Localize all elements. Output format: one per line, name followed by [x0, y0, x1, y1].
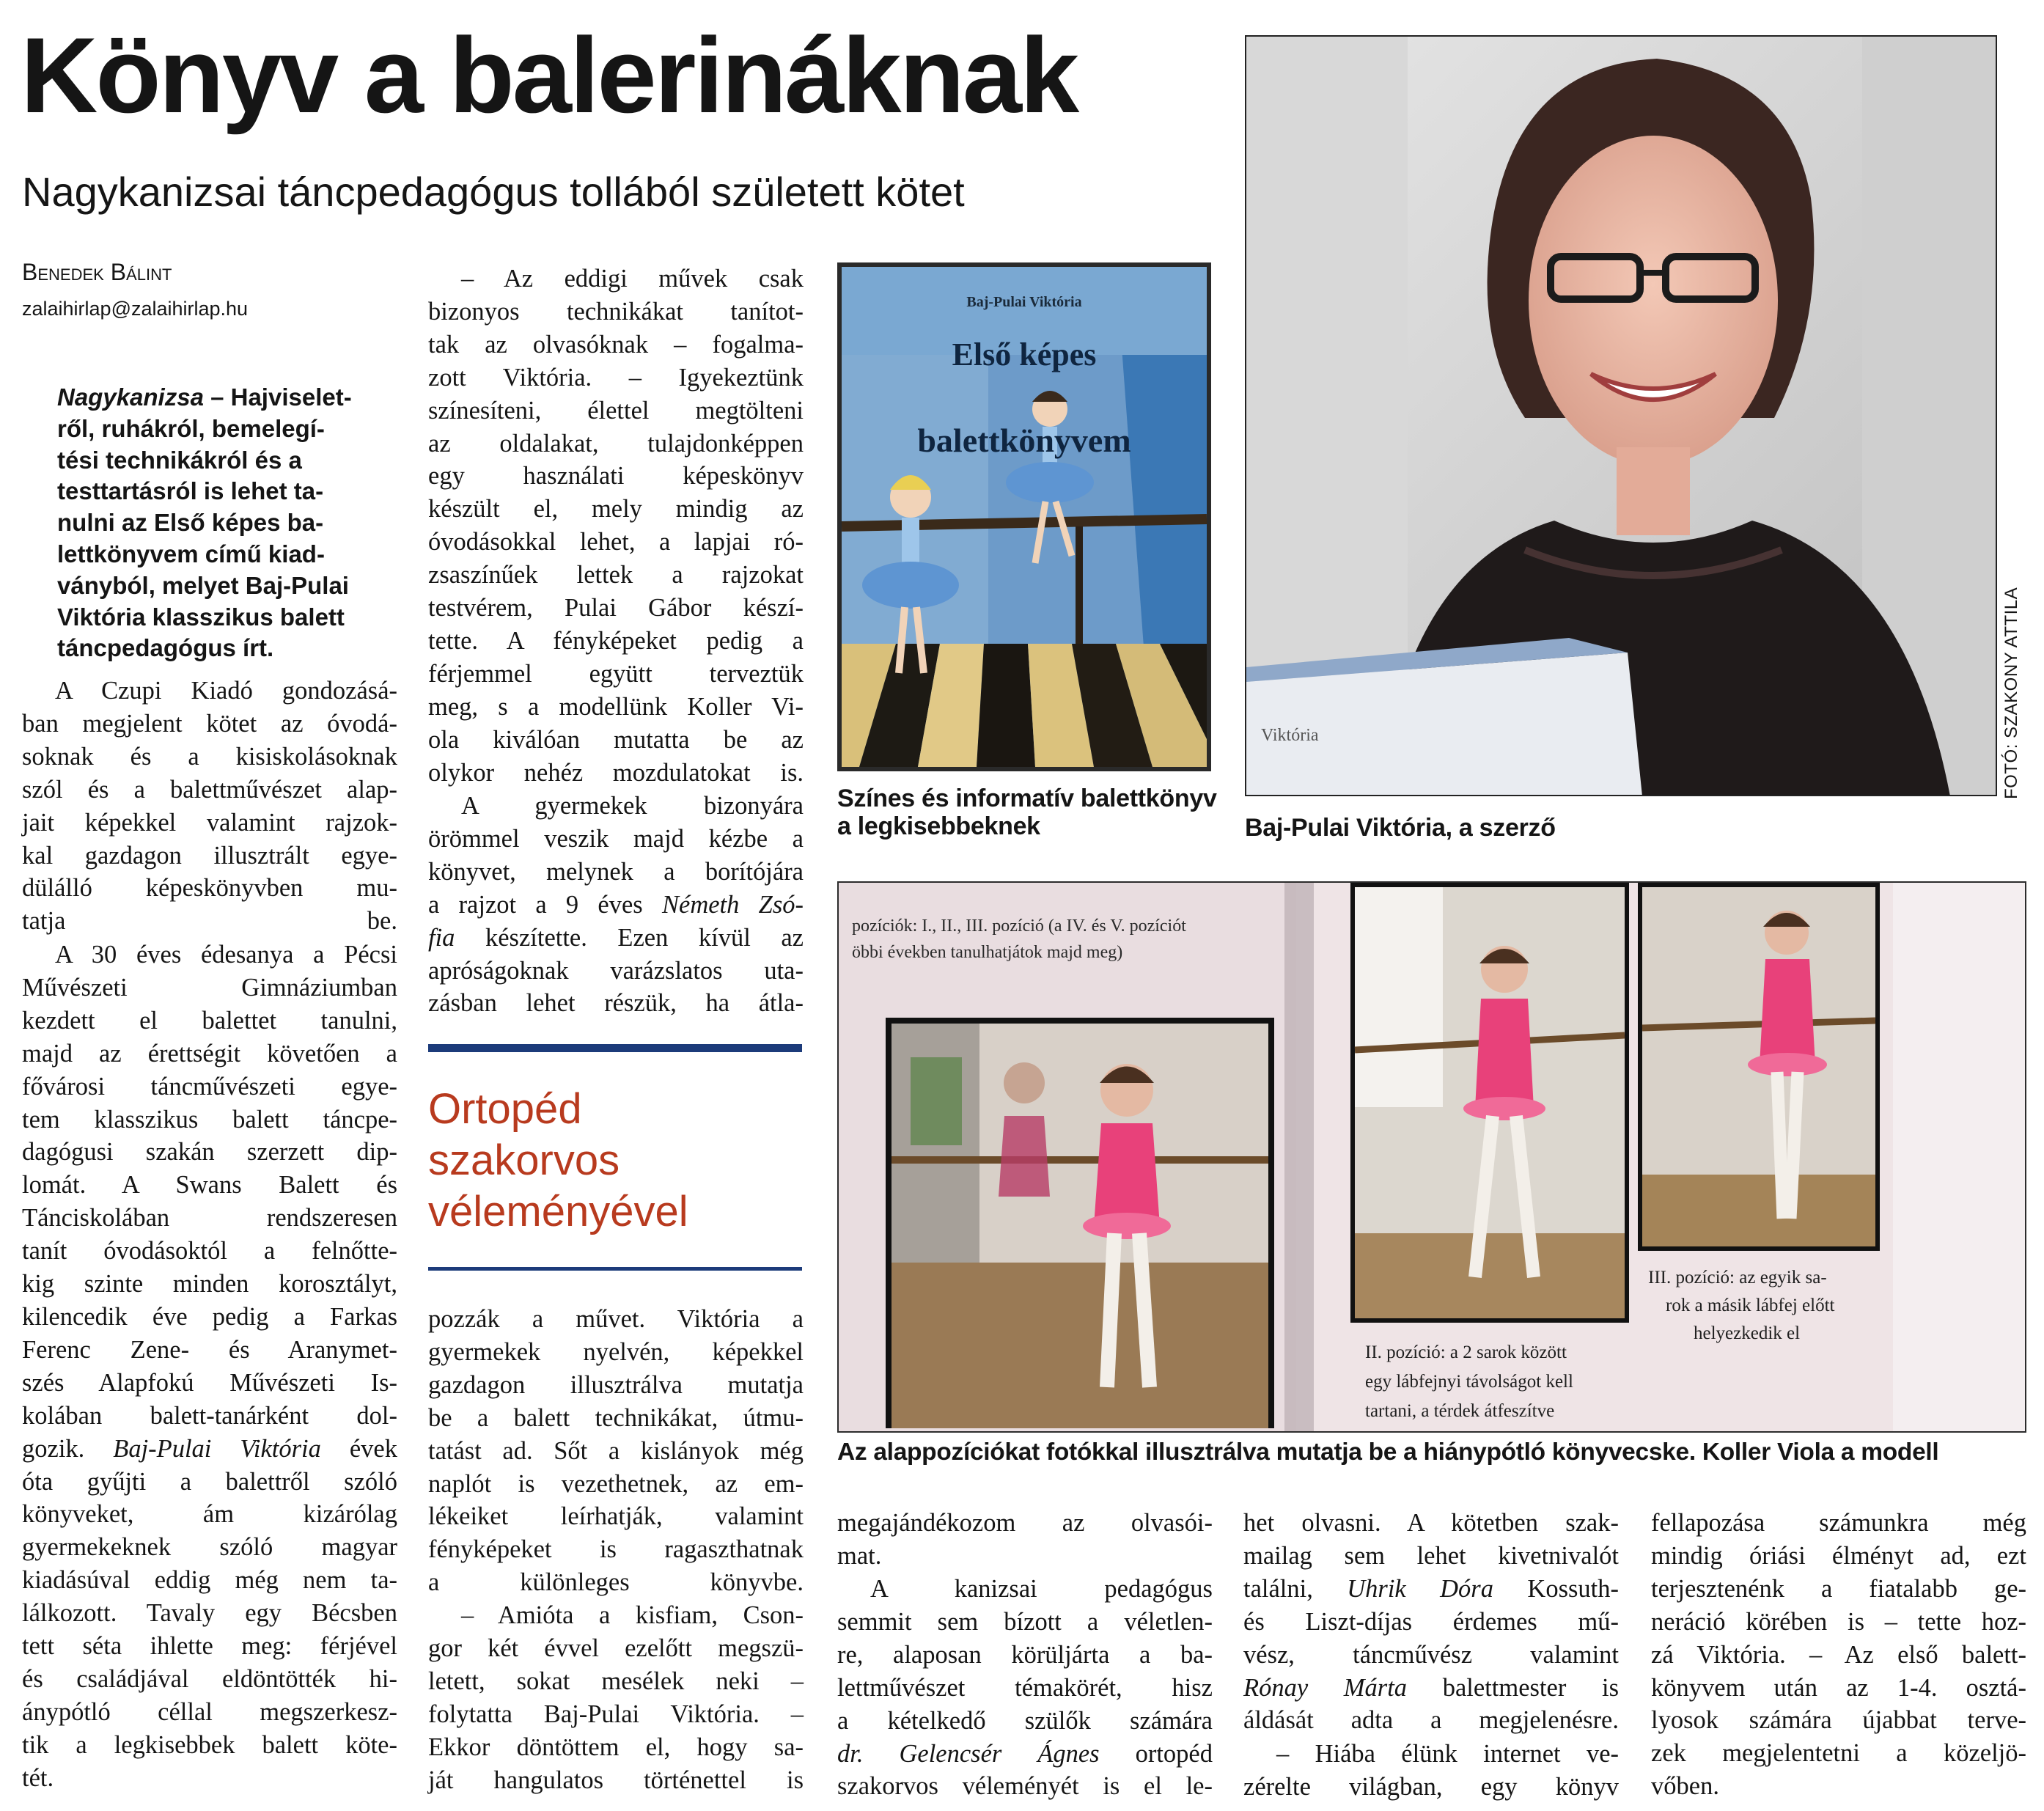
spread-label-ii-line1: II. pozíció: a 2 sarok között — [1365, 1342, 1567, 1362]
col1-text-b: évek óta gyűjti a balettről szóló könyveket, ám kizárólag gyermekeknek szóló magyar kiadásúval eddig még nem ta- lálkozott. Tavaly egy Bécsben tett séta ihlette meg: férjével és családjával eldöntötték hi- ánypótló céllal megszerkesz- tik a legkisebbek balett köte- tét. — [22, 1434, 397, 1792]
book-cover-title-line2: balettkönyvem — [917, 422, 1131, 459]
col5-paragraph-1: fellapozása számunkra még mindig óriási élményt ad, ezt terjesztenénk a fiatalabb ge- neráció körében is – tette hoz- zá Viktória. – Az első balett- könyvem után az 1-4. osztá- lyosok számára újabbat terve- zek megjelentetni a közeljö- vőben. — [1651, 1509, 2026, 1801]
portrait-caption: Baj-Pulai Viktória, a szerző — [1245, 814, 1556, 842]
col4-text-b: Kossuth- és Liszt-díjas érdemes mű- vész, táncművész valamint — [1243, 1574, 1619, 1669]
col2-paragraph-4: – Amióta a kisfiam, Cson- gor két évvel ezelőtt megszü- letett, sokat mesélek neki – folytatta Baj-Pulai Viktória. – Ekkor döntöttem el, hogy sa- ját hangulatos történettel is — [428, 1601, 804, 1794]
col4-paragraph-1 — [1243, 1507, 1619, 1737]
col2-person-name-a: Németh Zsó- — [662, 890, 804, 919]
col4-person-name-1: Uhrik Dóra — [1347, 1574, 1493, 1603]
col4-text-a: het olvasni. A kötetben szak- mailag sem lehet kivetnivalót találni, — [1243, 1509, 1619, 1603]
col3-person-name: dr. Gelencsér Ágnes — [837, 1739, 1100, 1768]
col4-person-name-2: Rónay Márta — [1243, 1673, 1408, 1702]
col4-text-c: balettmester is áldását adta a megjelenésre. — [1243, 1673, 1619, 1735]
book-caption: Színes és informatív balettkönyv a legkisebbeknek — [837, 785, 1217, 840]
subheadline: Nagykanizsai táncpedagógus tollából született kötet — [22, 169, 965, 215]
book-spread-photo — [837, 881, 2026, 1433]
col2-paragraph-1: – Az eddigi művek csak bizonyos technikákat tanítot- tak az olvasóknak – fogalma- zott Viktória. – Igyekeztünk színesíteni, élettel megtölteni az oldalakat, tulajdonképpen egy használati képeskönyv készült el, mely mindig az óvodásokkal lehet, a lapjai ró- zsaszínűek lettek a rajzokat testvérem, Pulai Gábor készí- tette. A fényképeket pedig a férjemmel együtt terveztük meg, s a modellünk Koller Vi- ola kiválóan mutatta be az olykor nehéz mozdulatokat is. — [428, 265, 804, 787]
col4-paragraph-2: – Hiába élünk internet ve- zérelte világban, egy könyv — [1243, 1740, 1619, 1801]
lead-paragraph — [57, 382, 369, 664]
spread-header-line2: öbbi években tanulhatjátok majd meg) — [852, 943, 1123, 962]
spread-caption: Az alappozíciókat fotókkal illusztrálva mutatja be a hiánypótló könyvecske. Koller Viola a modell — [837, 1439, 1939, 1466]
photo-credit: FOTÓ: SZAKONY ATTILA — [2001, 587, 2021, 799]
book-cover-photo — [837, 262, 1211, 771]
portrait-book-text: Viktória — [1261, 726, 1319, 745]
col3-text-b: ortopéd szakorvos véleményét is el le- — [837, 1739, 1213, 1801]
section-subheadline: Ortopéd szakorvos véleményével — [428, 1085, 688, 1235]
col1-person-name: Baj-Pulai Viktória — [113, 1434, 321, 1463]
col2-paragraph-2 — [428, 790, 804, 1020]
book-cover-author: Baj-Pulai Viktória — [966, 294, 1082, 310]
headline: Könyv a balerináknak — [21, 15, 1078, 135]
portrait-photo — [1245, 35, 1997, 796]
col3-text-a: A kanizsai pedagógus semmit sem bízott a véletlen- re, alaposan körüljárta a ba- lettművészet témakörét, hisz a kételkedő szülők számára — [837, 1575, 1213, 1735]
spread-label-ii-line2: egy lábfejnyi távolságot kell — [1365, 1372, 1573, 1392]
spread-label-iii-line2: rok a másik lábfej előtt — [1666, 1296, 1835, 1315]
col2-paragraph-3: pozzák a művet. Viktória a gyermekek nyelvén, képekkel gazdagon illusztrálva mutatja be a balett technikákat, útmu- tatást ad. Sőt a kislányok még naplót is vezethetnek, az em- lékeiket leírhatják, valamint fényképeket is ragaszthatnak a különleges könyvbe. — [428, 1305, 804, 1597]
spread-label-iii-line3: helyezkedik el — [1694, 1323, 1801, 1343]
book-cover-title-line1: Első képes — [952, 337, 1097, 372]
author-byline: Benedek Bálint — [22, 259, 172, 285]
lead-text: – Hajviselet- ről, ruhákról, bemelegí- tési technikákról és a testtartásról is lehet ta- nulni az Első képes ba- lettkönyvem című kiad- ványból, melyet Baj-Pulai Viktória klasszikus balett táncpedagógus írt. — [57, 383, 352, 662]
section-rule-top — [428, 1044, 802, 1052]
col2-text-b: készítette. Ezen kívül az apróságoknak varázslatos uta- zásban lehet részük, ha átla- — [428, 923, 804, 1018]
col3-paragraph-1: megajándékozom az olvasói- mat. — [837, 1509, 1213, 1570]
col3-paragraph-2 — [837, 1573, 1213, 1803]
col2-person-name-b: fia — [428, 923, 455, 952]
section-rule-bottom — [428, 1267, 802, 1271]
spread-label-ii-line3: tartani, a térdek átfeszítve — [1365, 1401, 1555, 1421]
spread-header-line1: pozíciók: I., II., III. pozíció (a IV. és V. pozíciót — [852, 916, 1186, 936]
lead-location: Nagykanizsa — [57, 383, 204, 411]
col2-text-a: A gyermekek bizonyára örömmel veszik majd kézbe a könyvet, melynek a borítójára a rajzot a 9 éves — [428, 792, 804, 919]
col1-paragraph-2 — [22, 938, 397, 1795]
col1-paragraph-1: A Czupi Kiadó gondozásá- ban megjelent kötet az óvodá- soknak és a kisiskolásoknak szól és a balettművészet alap- jait képekkel valamint rajzok- kal gazdagon illusztrált egye- dülálló képeskönyvben mu- tatja be. — [22, 677, 397, 936]
col1-text-a: A 30 éves édesanya a Pécsi Művészeti Gimnáziumban kezdett el balettet tanulni, majd az érettségit követően a fővárosi táncművészeti egye- tem klasszikus balett táncpe- dagógusi szakán szerzett dip- lomát. A Swans Balett és Tánciskolában rendszeresen tanít óvodásoktól a felnőtte- kig szinte minden korosztályt, kilencedik éve pedig a Farkas Ferenc Zene- és Aranymet- szés Alapfokú Művészeti Is- kolában balett-tanárként dol- gozik. — [22, 941, 397, 1463]
spread-label-iii-line1: III. pozíció: az egyik sa- — [1648, 1268, 1827, 1287]
author-email: zalaihirlap@zalaihirlap.hu — [22, 298, 249, 320]
